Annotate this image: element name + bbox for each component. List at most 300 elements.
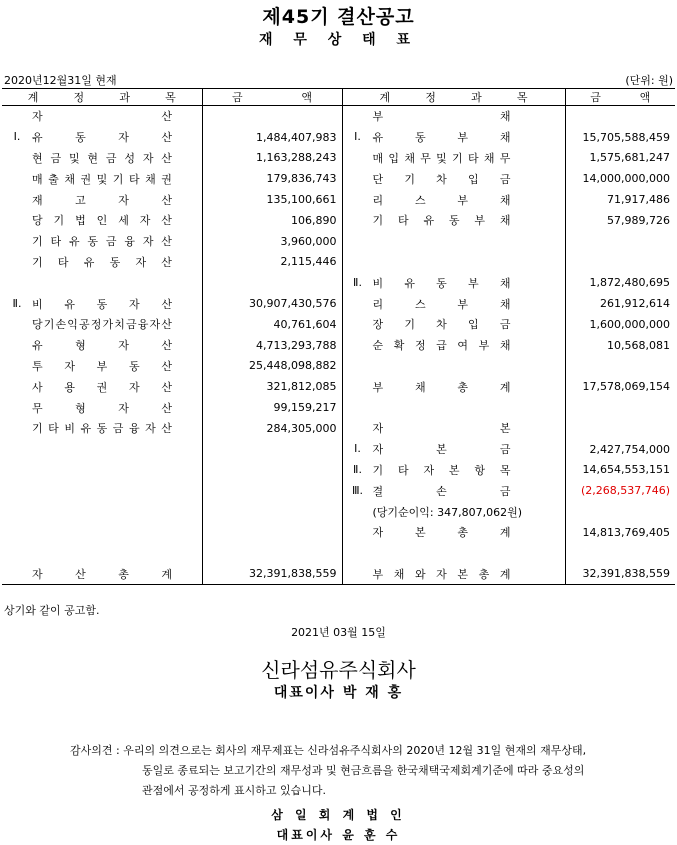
char: 정 <box>425 91 436 104</box>
header-account-right <box>380 89 528 105</box>
asset-account-name <box>32 420 172 436</box>
liability-amount-cell: 14,813,769,405 <box>565 522 675 543</box>
table-row <box>2 356 675 377</box>
char: 산 <box>161 235 172 249</box>
char: 차 <box>436 318 447 332</box>
liability-account-cell <box>342 376 565 397</box>
table-row <box>2 106 675 127</box>
asset-account-cell <box>2 127 202 148</box>
table-row <box>2 376 675 397</box>
liability-account-name <box>373 420 511 436</box>
char: 손 <box>436 484 447 498</box>
char: 무 <box>420 151 431 165</box>
liability-account-cell <box>342 564 565 585</box>
asset-account-cell <box>2 272 202 293</box>
liability-amount-cell: 32,391,838,559 <box>565 564 675 585</box>
roman-numeral: Ⅲ. <box>351 483 364 497</box>
char: 금 <box>499 484 511 498</box>
char: 기 <box>372 463 384 477</box>
char: 총 <box>478 567 490 581</box>
asset-account-name <box>32 108 172 124</box>
asset-account-cell <box>2 501 202 522</box>
char: 목 <box>516 91 528 104</box>
roman-numeral: Ⅰ. <box>354 130 361 144</box>
char: 현 <box>87 151 99 165</box>
liability-amount-cell: 1,872,480,695 <box>565 272 675 293</box>
liability-account-name <box>373 316 511 332</box>
char: 동 <box>448 214 460 228</box>
char: 부 <box>474 214 486 228</box>
asset-amount-cell <box>202 522 342 543</box>
char: 산 <box>161 339 172 353</box>
liability-account-cell <box>342 501 565 522</box>
table-row <box>2 210 675 231</box>
char: 산 <box>161 151 172 165</box>
unit-label: (단위: 원) <box>625 74 673 87</box>
liability-account-cell <box>342 168 565 189</box>
asset-account-cell <box>2 314 202 335</box>
char: 타 <box>397 463 409 477</box>
char: 입 <box>467 318 479 332</box>
char: 권 <box>161 172 172 186</box>
char: 계 <box>499 526 511 540</box>
char: 치 <box>114 318 125 332</box>
char: 세 <box>118 214 129 228</box>
asset-account-cell <box>2 231 202 252</box>
char: 매 <box>372 151 384 165</box>
liability-amount-cell: 1,600,000,000 <box>565 314 675 335</box>
char: 산 <box>161 318 172 332</box>
char: 타 <box>48 422 59 436</box>
char: 부 <box>467 276 479 290</box>
table-header <box>2 89 675 106</box>
asset-account-name <box>32 566 172 582</box>
char: 정 <box>90 318 102 332</box>
liability-account-cell <box>342 335 565 356</box>
char: 및 <box>68 151 80 165</box>
char: 부 <box>96 359 108 373</box>
footer-note: 상기와 같이 공고함. <box>4 604 100 617</box>
char: 당 <box>32 318 43 332</box>
char: 결 <box>372 484 384 498</box>
liability-amount-cell: 10,568,081 <box>565 335 675 356</box>
char: 과 <box>119 91 130 104</box>
asset-account-cell <box>2 564 202 585</box>
page-title: 제45기 결산공고 <box>262 6 415 28</box>
char: 여 <box>457 339 469 353</box>
char: 급 <box>436 339 447 353</box>
table-row <box>2 418 675 439</box>
char: 채 <box>499 276 511 290</box>
char: 유 <box>80 422 92 436</box>
liability-account-cell <box>342 356 565 377</box>
char: 목 <box>165 91 176 104</box>
liability-amount-cell: 15,705,588,459 <box>565 127 675 148</box>
char: 채 <box>499 193 511 207</box>
char: 스 <box>414 193 426 207</box>
asset-account-cell <box>2 522 202 543</box>
asset-amount-cell: 40,761,604 <box>202 314 342 335</box>
char: 동 <box>109 255 121 269</box>
char: 목 <box>499 463 511 477</box>
table-row <box>2 314 675 335</box>
asset-amount-cell: 2,115,446 <box>202 252 342 273</box>
char: 융 <box>137 318 149 332</box>
liability-amount-cell: 17,578,069,154 <box>565 376 675 397</box>
char: 타 <box>128 172 140 186</box>
char: 부 <box>457 193 469 207</box>
asset-account-name <box>32 150 172 166</box>
char: 자 <box>145 422 156 436</box>
table-row <box>2 272 675 293</box>
audit-firm-ceo: 대표이사 윤 훈 수 <box>276 828 401 842</box>
statement-subtitle: 재 무 상 태 표 <box>258 32 419 48</box>
asset-account-cell <box>2 356 202 377</box>
char: 기 <box>43 318 55 332</box>
char: 자 <box>118 401 129 415</box>
char: 용 <box>64 380 75 394</box>
liability-account-cell <box>342 148 565 169</box>
asset-amount-cell: 1,484,407,983 <box>202 127 342 148</box>
asset-account-name <box>32 316 172 332</box>
char: 과 <box>471 91 482 104</box>
char: 산 <box>161 255 172 269</box>
char: 기 <box>32 422 43 436</box>
char: 기 <box>32 235 43 249</box>
asset-account-cell <box>2 376 202 397</box>
char: 자 <box>128 297 140 311</box>
char: 총 <box>118 567 129 581</box>
asset-amount-cell <box>202 272 342 293</box>
liability-amount-cell <box>565 397 675 418</box>
char: 비 <box>64 422 75 436</box>
liability-account-name <box>373 275 511 291</box>
asset-account-name <box>32 379 172 395</box>
char: 기 <box>404 172 415 186</box>
char: 자 <box>142 151 154 165</box>
char: 기 <box>32 255 43 269</box>
char: 현 <box>32 151 43 165</box>
char: 동 <box>436 276 447 290</box>
char: 자 <box>372 526 384 540</box>
liability-account-name <box>373 441 511 457</box>
table-row <box>2 231 675 252</box>
char: 자 <box>128 380 140 394</box>
char: 유 <box>83 255 95 269</box>
char: 당 <box>32 214 43 228</box>
char: 비 <box>32 297 43 311</box>
audit-line: 감사의견 : 우리의 의견으로는 회사의 재무제표는 신라섬유주식회사의 2020년 12월 31일 현재의 재무상태, <box>70 744 587 757</box>
char: 본 <box>499 422 511 436</box>
asset-amount-cell: 284,305,000 <box>202 418 342 439</box>
asset-account-cell <box>2 210 202 231</box>
roman-numeral: Ⅱ. <box>12 296 22 310</box>
char: 타 <box>50 235 62 249</box>
char: 총 <box>457 380 469 394</box>
asset-amount-cell: 135,100,661 <box>202 189 342 210</box>
asset-account-name <box>32 254 172 270</box>
char: 액 <box>639 91 651 104</box>
char: 법 <box>75 214 86 228</box>
char: 투 <box>32 359 43 373</box>
char: 유 <box>32 131 43 145</box>
char: 유 <box>32 339 43 353</box>
char: 무 <box>499 151 511 165</box>
liability-account-name <box>373 337 511 353</box>
liability-account-name <box>373 108 511 124</box>
table-row <box>2 501 675 522</box>
char: 금 <box>590 91 601 104</box>
char: 기 <box>452 151 463 165</box>
char: 본 <box>448 463 460 477</box>
liability-account-name <box>373 483 511 499</box>
asset-account-name <box>32 192 172 208</box>
table-row <box>2 189 675 210</box>
char: 손 <box>55 318 67 332</box>
asset-account-cell <box>2 189 202 210</box>
char: 동 <box>96 422 108 436</box>
liability-amount-cell: 14,654,553,151 <box>565 460 675 481</box>
asset-account-name <box>32 400 172 416</box>
char: 자 <box>135 255 147 269</box>
char: 자 <box>118 131 129 145</box>
asset-amount-cell <box>202 543 342 564</box>
char: 자 <box>118 193 129 207</box>
liability-account-cell <box>342 460 565 481</box>
asset-account-cell <box>2 397 202 418</box>
liability-amount-cell <box>565 356 675 377</box>
char: 성 <box>124 151 135 165</box>
char: 산 <box>161 380 172 394</box>
char: 채 <box>414 380 426 394</box>
liability-account-name <box>373 462 511 478</box>
liability-account-cell <box>342 522 565 543</box>
asset-amount-cell <box>202 480 342 501</box>
char: 확 <box>393 339 405 353</box>
char: 장 <box>372 318 384 332</box>
liability-account-cell <box>342 210 565 231</box>
table-row <box>2 480 675 501</box>
asset-account-name <box>32 358 172 374</box>
char: 계 <box>499 567 511 581</box>
char: 유 <box>68 235 80 249</box>
char: 사 <box>32 380 43 394</box>
header-account-left <box>28 89 176 105</box>
char: 유 <box>423 214 435 228</box>
liability-amount-cell <box>565 418 675 439</box>
char: 자 <box>139 214 151 228</box>
char: 동 <box>75 131 86 145</box>
asset-account-name <box>32 171 172 187</box>
char: 자 <box>372 422 384 436</box>
char: 계 <box>27 91 39 104</box>
char: 부 <box>372 567 384 581</box>
char: 기 <box>112 172 124 186</box>
table-row <box>2 439 675 460</box>
asset-account-cell <box>2 543 202 564</box>
char: 자 <box>142 235 154 249</box>
char: 자 <box>118 339 129 353</box>
char: 비 <box>372 276 384 290</box>
char: 산 <box>161 131 172 145</box>
net-income-note: (당기순이익: 347,807,062원) <box>372 505 523 519</box>
char: 항 <box>474 463 486 477</box>
asset-amount-cell: 30,907,430,576 <box>202 293 342 314</box>
liability-amount-cell <box>565 543 675 564</box>
table-row <box>2 564 675 585</box>
char: 산 <box>161 214 172 228</box>
char: 채 <box>499 110 511 124</box>
char: 재 <box>32 193 43 207</box>
asset-amount-cell: 1,163,288,243 <box>202 148 342 169</box>
char: 및 <box>96 172 108 186</box>
liability-account-cell <box>342 252 565 273</box>
char: 부 <box>372 110 384 124</box>
asset-account-name <box>32 233 172 249</box>
statement-meta <box>4 72 673 88</box>
table-row <box>2 127 675 148</box>
asset-account-cell <box>2 168 202 189</box>
asset-account-cell <box>2 252 202 273</box>
roman-numeral: Ⅰ. <box>354 442 361 456</box>
char: 금 <box>499 443 511 457</box>
audit-line: 관점에서 공정하게 표시하고 있습니다. <box>142 784 327 797</box>
char: 부 <box>457 297 469 311</box>
char: 자 <box>372 443 384 457</box>
char: 부 <box>457 131 469 145</box>
liability-account-cell <box>342 397 565 418</box>
liability-amount-cell: 1,575,681,247 <box>565 148 675 169</box>
char: 산 <box>161 297 172 311</box>
char: 액 <box>301 91 312 104</box>
char: 유 <box>64 297 75 311</box>
audit-line: 동일로 종료되는 보고기간의 재무성과 및 현금흐름을 한국채택국제회계기준에 따라 중요성의 <box>142 764 585 777</box>
liability-amount-cell <box>565 252 675 273</box>
char: 산 <box>161 193 172 207</box>
char: 금 <box>50 151 62 165</box>
liability-account-cell <box>342 127 565 148</box>
liability-amount-cell: 2,427,754,000 <box>565 439 675 460</box>
roman-numeral: Ⅱ. <box>353 275 362 289</box>
char: 와 <box>414 567 426 581</box>
char: 산 <box>75 567 86 581</box>
asset-amount-cell <box>202 106 342 127</box>
asset-account-cell <box>2 418 202 439</box>
char: 동 <box>414 131 426 145</box>
char: 기 <box>53 214 65 228</box>
char: 금 <box>126 318 137 332</box>
char: 자 <box>32 567 43 581</box>
char: 및 <box>436 151 447 165</box>
char: 공 <box>79 318 90 332</box>
table-row <box>2 252 675 273</box>
liability-account-name <box>373 296 511 312</box>
char: 금 <box>232 91 243 104</box>
liability-amount-cell: 14,000,000,000 <box>565 168 675 189</box>
asset-account-cell <box>2 439 202 460</box>
char: 입 <box>388 151 400 165</box>
char: 유 <box>404 276 415 290</box>
char: 형 <box>75 401 86 415</box>
liability-account-cell <box>342 480 565 501</box>
char: 동 <box>96 297 108 311</box>
char: 기 <box>372 214 384 228</box>
liability-account-name <box>373 192 511 208</box>
table-row <box>2 168 675 189</box>
asset-amount-cell: 32,391,838,559 <box>202 564 342 585</box>
audit-opinion <box>70 741 586 801</box>
liability-account-cell <box>342 439 565 460</box>
char: 금 <box>105 235 117 249</box>
char: 기 <box>404 318 415 332</box>
liability-amount-cell: 261,912,614 <box>565 293 675 314</box>
asset-account-name <box>32 129 172 145</box>
char: 정 <box>414 339 426 353</box>
char: 형 <box>75 339 86 353</box>
char: 융 <box>124 235 135 249</box>
char: 타 <box>467 151 479 165</box>
date-label: 2020년12월31일 현재 <box>4 74 117 87</box>
char: 타 <box>57 255 69 269</box>
asset-account-name <box>32 296 172 312</box>
asset-account-cell <box>2 460 202 481</box>
balance-sheet-table <box>2 88 675 585</box>
asset-amount-cell: 179,836,743 <box>202 168 342 189</box>
announce-date: 2021년 03월 15일 <box>291 626 386 639</box>
liability-account-name <box>373 566 511 582</box>
asset-account-cell <box>2 293 202 314</box>
char: 권 <box>80 172 92 186</box>
char: 계 <box>161 567 172 581</box>
char: 금 <box>105 151 117 165</box>
char: 채 <box>499 214 511 228</box>
liability-amount-cell: 57,989,726 <box>565 210 675 231</box>
table-row <box>2 522 675 543</box>
asset-amount-cell: 321,812,085 <box>202 376 342 397</box>
table-row <box>2 543 675 564</box>
liability-account-name <box>373 150 511 166</box>
liability-account-name <box>373 212 511 228</box>
char: 순 <box>372 339 384 353</box>
liability-account-cell <box>342 543 565 564</box>
asset-amount-cell <box>202 460 342 481</box>
asset-account-name <box>32 337 172 353</box>
table-row <box>2 293 675 314</box>
char: 산 <box>161 110 172 124</box>
company-name: 신라섬유주식회사 <box>261 658 416 682</box>
liability-account-cell <box>342 418 565 439</box>
char: 부 <box>372 380 384 394</box>
liability-account-name <box>373 524 511 540</box>
char: 채 <box>483 151 495 165</box>
liability-amount-cell <box>565 501 675 522</box>
char: 부 <box>478 339 490 353</box>
asset-amount-cell <box>202 501 342 522</box>
char: 산 <box>161 401 172 415</box>
char: 계 <box>379 91 391 104</box>
liability-account-name <box>373 379 511 395</box>
char: 고 <box>75 193 86 207</box>
char: 스 <box>414 297 426 311</box>
char: 자 <box>149 318 161 332</box>
char: 융 <box>128 422 140 436</box>
liability-amount-cell <box>565 231 675 252</box>
asset-amount-cell: 25,448,098,882 <box>202 356 342 377</box>
liability-amount-cell: 71,917,486 <box>565 189 675 210</box>
char: 자 <box>32 110 43 124</box>
char: 자 <box>436 567 447 581</box>
char: 매 <box>32 172 43 186</box>
